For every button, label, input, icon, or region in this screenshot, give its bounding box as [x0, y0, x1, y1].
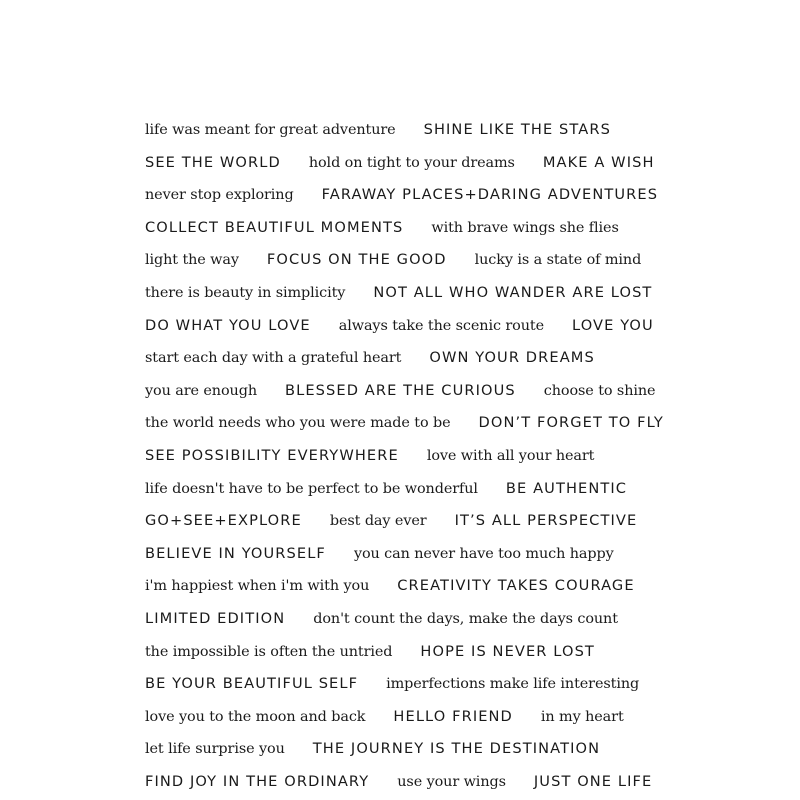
sentiment-phrase: start each day with a grateful heart: [145, 350, 402, 367]
sentiment-line: [145, 310, 700, 343]
sentiment-line: [145, 668, 700, 701]
sentiment-phrase: FARAWAY PLACES+DARING ADVENTURES: [321, 186, 659, 204]
sentiment-sheet: [145, 114, 700, 798]
sentiment-phrase: CREATIVITY TAKES COURAGE: [397, 577, 635, 595]
sentiment-phrase: lucky is a state of mind: [474, 252, 642, 269]
sentiment-phrase: imperfections make life interesting: [386, 676, 640, 693]
sentiment-phrase: you are enough: [145, 382, 257, 399]
sentiment-line: [145, 407, 700, 440]
sentiment-phrase: hold on tight to your dreams: [308, 154, 515, 171]
sentiment-line: [145, 212, 700, 245]
sentiment-phrase: use your wings: [397, 773, 506, 790]
sentiment-line: [145, 375, 700, 408]
sentiment-line: [145, 570, 700, 603]
sentiment-line: [145, 342, 700, 375]
sentiment-phrase: JUST ONE LIFE: [533, 772, 653, 790]
sentiment-line: [145, 603, 700, 636]
sentiment-phrase: BE YOUR BEAUTIFUL SELF: [145, 675, 359, 693]
sentiment-phrase: BE AUTHENTIC: [505, 479, 628, 497]
sentiment-phrase: BELIEVE IN YOURSELF: [145, 544, 326, 562]
sentiment-phrase: OWN YOUR DREAMS: [429, 349, 595, 367]
sentiment-phrase: the world needs who you were made to be: [145, 415, 451, 432]
sentiment-line: [145, 636, 700, 669]
sentiment-phrase: there is beauty in simplicity: [145, 284, 346, 301]
sentiment-phrase: FIND JOY IN THE ORDINARY: [145, 772, 370, 790]
sentiment-line: [145, 277, 700, 310]
sentiment-phrase: IT’S ALL PERSPECTIVE: [454, 512, 638, 530]
sentiment-line: [145, 538, 700, 571]
sentiment-line: [145, 473, 700, 506]
sentiment-phrase: never stop exploring: [145, 187, 294, 204]
sentiment-phrase: best day ever: [329, 513, 427, 530]
sentiment-phrase: GO+SEE+EXPLORE: [145, 512, 302, 530]
sentiment-phrase: DON’T FORGET TO FLY: [478, 414, 664, 432]
sentiment-phrase: HOPE IS NEVER LOST: [420, 642, 595, 660]
sentiment-phrase: MAKE A WISH: [542, 153, 655, 171]
sentiment-phrase: don't count the days, make the days count: [313, 610, 618, 627]
sentiment-line: [145, 179, 700, 212]
sentiment-phrase: love with all your heart: [426, 447, 595, 464]
sentiment-phrase: i'm happiest when i'm with you: [145, 578, 370, 595]
sentiment-line: [145, 701, 700, 734]
sentiment-phrase: SEE THE WORLD: [145, 153, 281, 171]
sentiment-phrase: NOT ALL WHO WANDER ARE LOST: [373, 283, 653, 301]
sentiment-line: [145, 440, 700, 473]
sentiment-line: [145, 766, 700, 799]
sentiment-phrase: let life surprise you: [145, 741, 285, 758]
sentiment-phrase: LIMITED EDITION: [145, 609, 286, 627]
sentiment-phrase: LOVE YOU: [572, 316, 654, 334]
sentiment-phrase: life was meant for great adventure: [145, 122, 396, 138]
sentiment-phrase: always take the scenic route: [338, 317, 545, 334]
sentiment-line: [145, 147, 700, 180]
sentiment-phrase: in my heart: [540, 708, 624, 725]
sentiment-phrase: DO WHAT YOU LOVE: [145, 316, 311, 334]
sentiment-line: [145, 505, 700, 538]
sentiment-phrase: with brave wings she flies: [431, 219, 619, 236]
sentiment-phrase: SEE POSSIBILITY EVERYWHERE: [145, 446, 399, 464]
sentiment-phrase: life doesn't have to be perfect to be wonderful: [145, 480, 478, 497]
sentiment-line: [145, 114, 700, 147]
sentiment-line: [145, 244, 700, 277]
sentiment-phrase: SHINE LIKE THE STARS: [423, 121, 611, 138]
sentiment-phrase: BLESSED ARE THE CURIOUS: [284, 381, 516, 399]
sentiment-phrase: the impossible is often the untried: [145, 643, 393, 660]
sentiment-line: [145, 733, 700, 766]
sentiment-phrase: you can never have too much happy: [353, 545, 614, 562]
sentiment-phrase: choose to shine: [543, 382, 656, 399]
sentiment-phrase: HELLO FRIEND: [393, 707, 513, 725]
sentiment-phrase: COLLECT BEAUTIFUL MOMENTS: [145, 218, 404, 236]
sentiment-phrase: FOCUS ON THE GOOD: [266, 251, 447, 269]
sentiment-phrase: THE JOURNEY IS THE DESTINATION: [312, 740, 601, 758]
sentiment-phrase: love you to the moon and back: [145, 708, 366, 725]
sentiment-phrase: light the way: [145, 252, 239, 269]
